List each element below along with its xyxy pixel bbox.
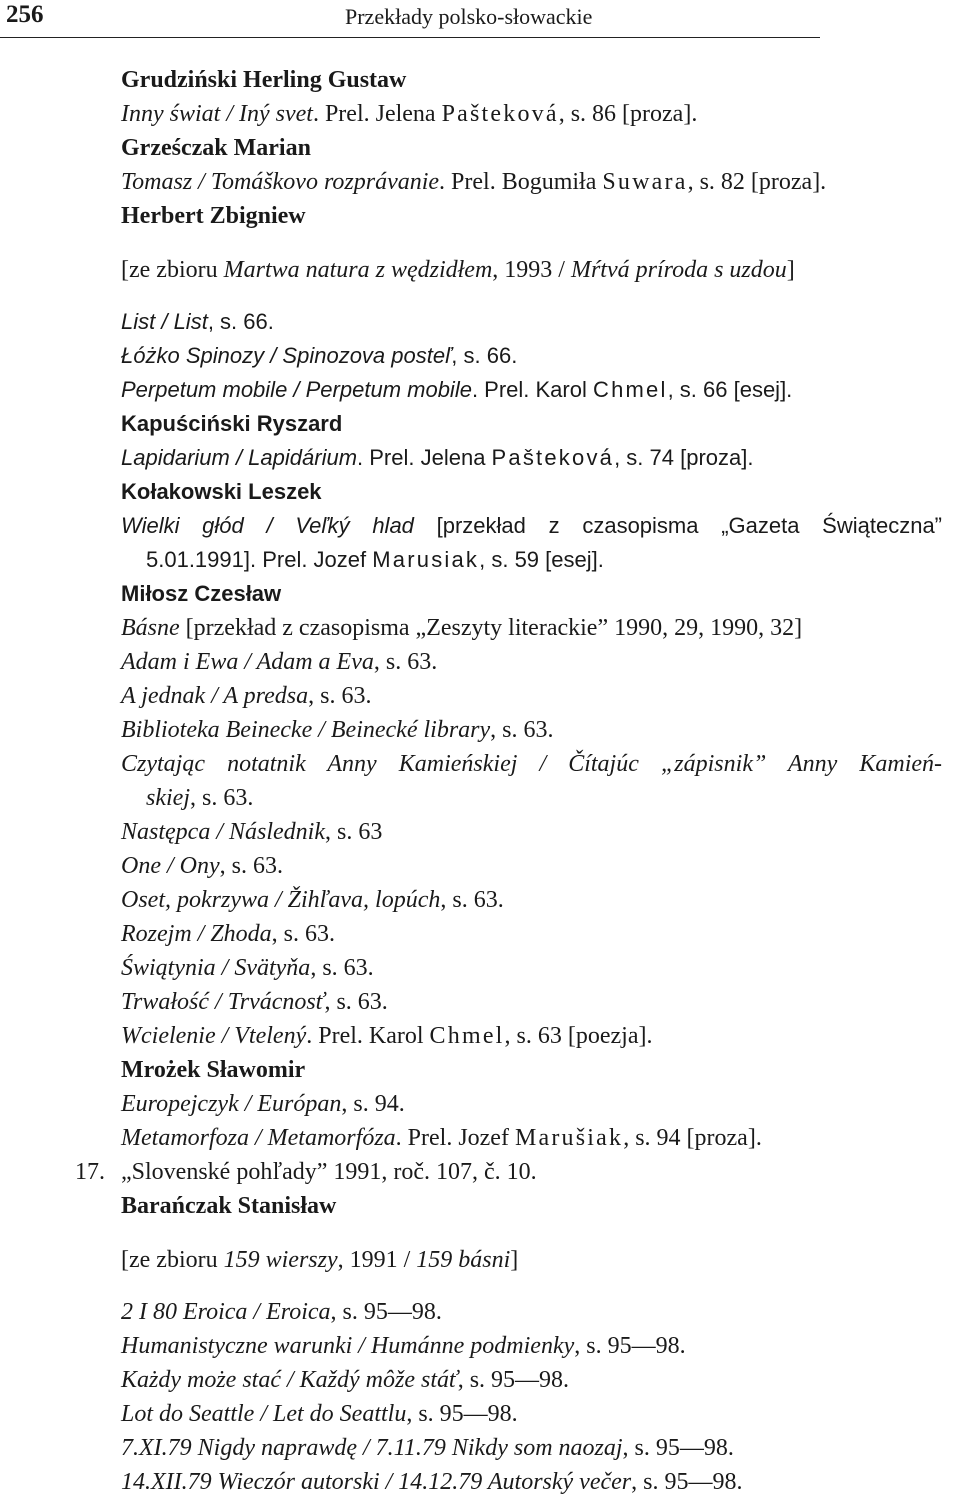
author-heading xyxy=(121,132,942,164)
title-text: Łóżko Spinozy / Spinozova posteľ xyxy=(121,343,452,368)
entry-text: . Prel. Karol xyxy=(306,1023,430,1049)
title-text: 2 I 80 Eroica / Eroica xyxy=(121,1299,331,1325)
title-text: 7.XI.79 Nigdy naprawdę / 7.11.79 Nikdy som naozaj xyxy=(121,1435,623,1461)
author-heading xyxy=(121,1190,942,1222)
translator-surname: Pašteková xyxy=(441,101,559,127)
title-text: Świątynia / Svätyňa xyxy=(121,955,311,981)
bibliography-entry xyxy=(121,816,942,848)
title-text: Wielki głód / Veľký hlad xyxy=(121,513,414,538)
bibliography-entry xyxy=(146,782,942,814)
title-text: Wcielenie / Vtelený xyxy=(121,1023,307,1049)
title-text: Tomasz / Tomáškovo rozprávanie xyxy=(121,169,440,195)
author-name: Herbert Zbigniew xyxy=(121,203,306,229)
entry-text: , s. 63 xyxy=(324,819,383,845)
entry-text: , s. 86 [proza]. xyxy=(558,101,698,127)
bibliography-entry xyxy=(121,1364,942,1396)
bibliography-entry xyxy=(121,1088,942,1120)
title-text: 159 básni xyxy=(416,1247,511,1273)
entry-text: , s. 63. xyxy=(271,921,336,947)
bibliography-entry xyxy=(121,1296,942,1328)
author-heading xyxy=(121,578,942,610)
entry-text: , s. 95—98. xyxy=(330,1299,442,1325)
entry-text: , s. 63. xyxy=(189,785,254,811)
bibliography-entry xyxy=(121,1330,942,1362)
entry-text: , s. 95—98. xyxy=(457,1367,570,1393)
entry-text: 5.01.1991]. Prel. Jozef xyxy=(146,547,373,572)
author-name: Miłosz Czesław xyxy=(121,581,282,606)
author-name: Mrożek Sławomir xyxy=(121,1057,306,1083)
entry-text: , s. 74 [proza]. xyxy=(614,445,754,470)
title-text: skiej xyxy=(146,785,190,811)
entry-text: . Prel. Karol xyxy=(471,377,593,402)
entry-text: , 1991 / xyxy=(337,1247,417,1273)
author-heading xyxy=(121,200,942,232)
title-text: Lapidarium / Lapidárium xyxy=(121,445,358,470)
entry-text: , s. 94. xyxy=(341,1091,405,1117)
title-text: A jednak / A predsa xyxy=(121,683,309,709)
entry-text: [ze zbioru xyxy=(121,1247,224,1273)
title-text: Adam i Ewa / Adam a Eva xyxy=(121,649,374,675)
title-text: Rozejm / Zhoda xyxy=(121,921,272,947)
bibliography-entry xyxy=(146,544,942,576)
bibliography-entry xyxy=(121,510,942,542)
title-text: Básne xyxy=(121,615,180,641)
title-text: Następca / Následnik xyxy=(121,819,325,845)
entry-text: , s. 95—98. xyxy=(622,1435,734,1461)
bibliography-entry xyxy=(121,1398,942,1430)
entry-text: , s. 82 [proza]. xyxy=(687,169,827,195)
translator-surname: Marusiak xyxy=(372,547,480,572)
bibliography-entry xyxy=(121,884,942,916)
bibliography-entry xyxy=(121,680,942,712)
bibliography-entry xyxy=(121,612,942,644)
bibliography-entry xyxy=(121,646,942,678)
title-text: Czytając notatnik Anny Kamieńskiej / Čítajúc „zápisnik” Anny Kamień- xyxy=(121,751,942,777)
bibliography-entry xyxy=(121,1122,942,1154)
title-text: Europejczyk / Európan xyxy=(121,1091,342,1117)
bibliography-entry xyxy=(75,1156,942,1188)
entry-text: , s. 66. xyxy=(451,343,518,368)
entry-text: , s. 94 [proza]. xyxy=(623,1125,762,1151)
bibliography-entry xyxy=(121,918,942,950)
entry-number: 17. xyxy=(75,1159,105,1185)
bibliography-entry xyxy=(121,166,942,198)
page-number: 256 xyxy=(6,1,44,28)
entry-text: [przekład z czasopisma „Zeszyty literackie” 1990, 29, 1990, 32] xyxy=(179,615,803,641)
entry-text: . Prel. Jozef xyxy=(395,1125,515,1151)
title-text: Lot do Seattle / Let do Seattlu xyxy=(121,1401,407,1427)
bibliography-entry xyxy=(121,850,942,882)
entry-text: , s. 66 [esej]. xyxy=(667,377,793,402)
bibliography-entry xyxy=(121,374,942,406)
bibliography-entry xyxy=(121,306,942,338)
author-heading xyxy=(121,64,942,96)
author-heading xyxy=(121,408,942,440)
bibliography-entry xyxy=(121,254,942,286)
entry-text: , s. 63 [poezja]. xyxy=(504,1023,653,1049)
bibliography-entry xyxy=(121,1020,942,1052)
author-name: Kapuściński Ryszard xyxy=(121,411,343,436)
title-text: Oset, pokrzywa / Žihľava, lopúch xyxy=(121,887,441,913)
title-text: Martwa natura z wędzidłem xyxy=(223,257,493,283)
bibliography-entry xyxy=(121,1244,942,1276)
entry-text: , s. 63. xyxy=(308,683,372,709)
translator-surname: Pašteková xyxy=(491,445,615,470)
title-text: Biblioteka Beinecke / Beinecké library xyxy=(121,717,491,743)
entry-text: ] xyxy=(786,257,795,283)
running-title: Przekłady polsko-słowackie xyxy=(345,4,593,29)
bibliography-entry xyxy=(121,714,942,746)
title-text: Humanistyczne warunki / Humánne podmienky xyxy=(121,1333,575,1359)
entry-text: , s. 63. xyxy=(490,717,554,743)
author-name: Grudziński Herling Gustaw xyxy=(121,67,407,93)
entry-text: „Slovenské pohľady” 1991, roč. 107, č. 10. xyxy=(121,1159,537,1185)
entry-text: ] xyxy=(510,1247,519,1273)
entry-text: , s. 63. xyxy=(440,887,504,913)
translator-surname: Suwara xyxy=(602,169,688,195)
entry-text: , s. 59 [esej]. xyxy=(479,547,604,572)
translator-surname: Marušiak xyxy=(514,1125,624,1151)
bibliography-entry xyxy=(121,340,942,372)
translator-surname: Chmel xyxy=(429,1023,505,1049)
entry-text: . Prel. Bogumiła xyxy=(439,169,603,195)
entry-text: , s. 63. xyxy=(373,649,438,675)
title-text: Perpetum mobile / Perpetum mobile xyxy=(121,377,472,402)
entry-text: , s. 63. xyxy=(219,853,283,879)
entry-text: , s. 95—98. xyxy=(631,1469,743,1495)
title-text: 159 wierszy xyxy=(223,1247,338,1273)
bibliography-entry xyxy=(121,1466,942,1498)
entry-text: , s. 95—98. xyxy=(406,1401,518,1427)
bibliography-entry xyxy=(121,952,942,984)
bibliography-entry xyxy=(121,986,942,1018)
title-text: Mŕtvá príroda s uzdou xyxy=(570,257,787,283)
entry-text: , 1993 / xyxy=(492,257,571,283)
author-heading xyxy=(121,476,942,508)
entry-text: , s. 95—98. xyxy=(574,1333,686,1359)
author-name: Grześczak Marian xyxy=(121,135,311,161)
entry-text: . Prel. Jelena xyxy=(312,101,442,127)
title-text: Inny świat / Iný svet xyxy=(121,101,313,127)
header-rule xyxy=(0,37,820,38)
entry-text: , s. 63. xyxy=(310,955,374,981)
title-text: Każdy może stać / Každý môže stáť xyxy=(121,1367,458,1393)
bibliography-entry xyxy=(121,98,942,130)
author-name: Kołakowski Leszek xyxy=(121,479,322,504)
author-heading xyxy=(121,1054,942,1086)
author-name: Barańczak Stanisław xyxy=(121,1193,337,1219)
entry-text: . Prel. Jelena xyxy=(357,445,492,470)
bibliography-entry xyxy=(121,748,942,780)
title-text: Metamorfoza / Metamorfóza xyxy=(121,1125,396,1151)
entry-text: , s. 66. xyxy=(207,309,274,334)
entry-text: [ze zbioru xyxy=(121,257,224,283)
title-text: One / Ony xyxy=(121,853,220,879)
entry-text: , s. 63. xyxy=(324,989,388,1015)
bibliography-entry xyxy=(121,1432,942,1464)
translator-surname: Chmel xyxy=(592,377,668,402)
bibliography-entry xyxy=(121,442,942,474)
title-text: 14.XII.79 Wieczór autorski / 14.12.79 Autorský večer xyxy=(121,1469,632,1495)
title-text: Trwałość / Trvácnosť xyxy=(121,989,325,1015)
title-text: List / List xyxy=(121,309,208,334)
entry-text: [przekład z czasopisma „Gazeta Świąteczna” xyxy=(413,513,943,538)
